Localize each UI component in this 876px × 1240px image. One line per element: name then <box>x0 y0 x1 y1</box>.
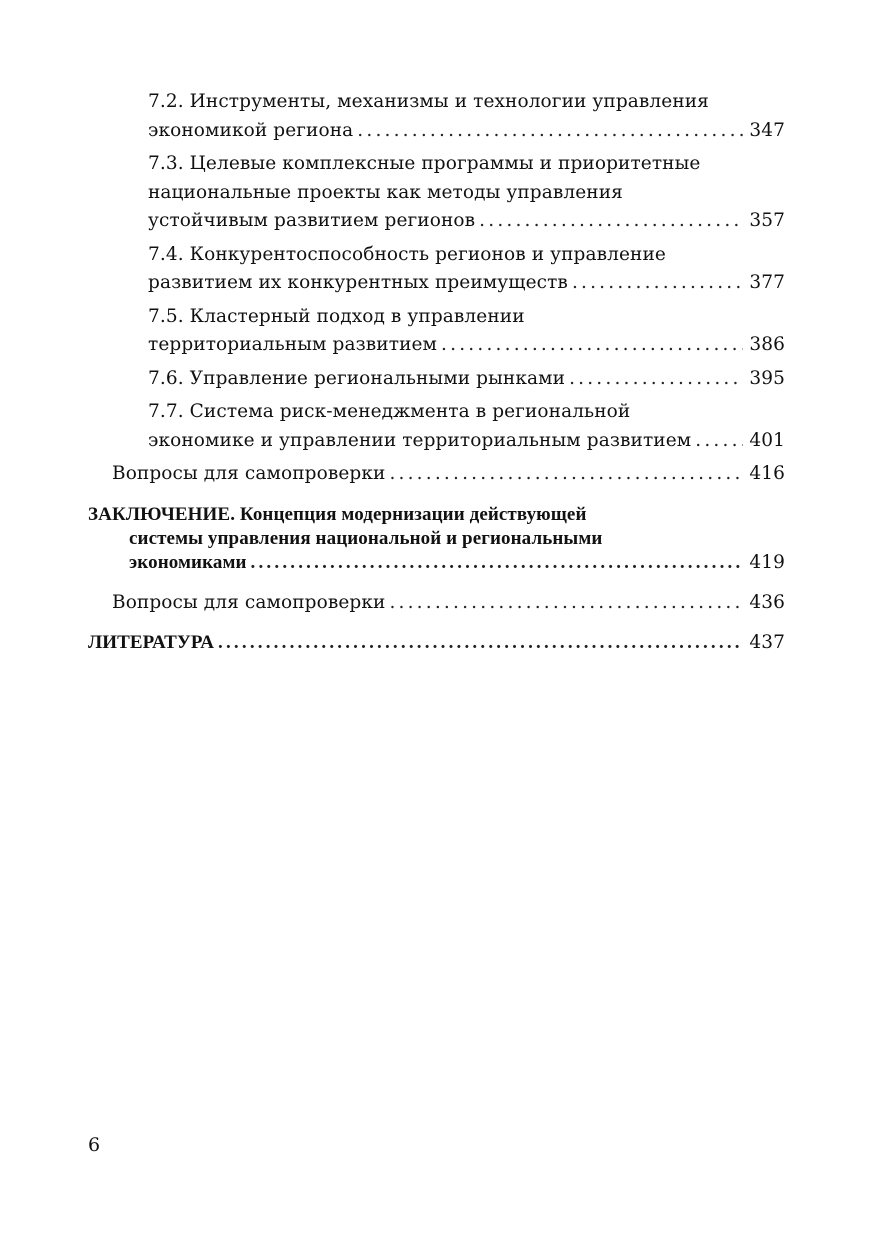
toc-entry-7-6[interactable] <box>88 365 785 394</box>
toc-page-number: 357 <box>749 210 785 231</box>
toc-entry-review-questions[interactable] <box>88 460 785 489</box>
toc-page-number: 347 <box>749 119 785 141</box>
toc-entry-heading: ЛИТЕРАТУРА <box>88 632 215 653</box>
toc-entry-7-5[interactable] <box>88 303 785 360</box>
page-number: 6 <box>88 1134 101 1156</box>
toc-entry-text: экономике и управлении территориальным развитием <box>148 429 692 451</box>
toc-entry-text: 7.6. Управление региональными рынками <box>148 367 566 389</box>
toc-entry-7-7[interactable] <box>88 398 785 455</box>
dot-leader <box>357 117 743 146</box>
toc-entry-text: 7.7. Система риск-менеджмента в региональной <box>148 401 631 422</box>
toc-entry-text: Вопросы для самопроверки <box>112 463 386 484</box>
toc-entry-text: устойчивым развитием регионов <box>148 210 476 231</box>
toc-entry-review-questions[interactable] <box>88 589 785 618</box>
toc-entry-conclusion[interactable] <box>88 503 785 575</box>
toc-entry-text: экономикой региона <box>148 119 354 141</box>
toc-entry-text: 7.4. Конкурентоспособность регионов и управление <box>148 243 666 265</box>
toc-entry-heading: ЗАКЛЮЧЕНИЕ. Концепция модернизации действующей <box>88 503 587 525</box>
dot-leader <box>218 631 743 655</box>
toc-entry-literature[interactable] <box>88 631 785 655</box>
toc-page-number: 419 <box>749 551 785 573</box>
toc-entry-text: национальные проекты как методы управления <box>148 181 623 203</box>
toc-entry-text: Вопросы для самопроверки <box>112 591 386 613</box>
toc-page-number: 416 <box>749 463 785 484</box>
dot-leader <box>695 427 743 456</box>
toc-entry-7-4[interactable] <box>88 241 785 298</box>
toc-page-number: 386 <box>749 334 785 355</box>
dot-leader <box>441 331 743 360</box>
dot-leader <box>251 551 744 575</box>
dot-leader <box>389 589 743 618</box>
table-of-contents <box>88 88 785 655</box>
toc-page-number: 437 <box>749 632 785 653</box>
toc-page-number: 401 <box>749 429 785 451</box>
toc-page-number: 395 <box>749 367 785 389</box>
dot-leader <box>479 207 743 236</box>
toc-entry-text: 7.3. Целевые комплексные программы и приоритетные <box>148 153 701 174</box>
toc-entry-7-2[interactable] <box>88 88 785 145</box>
toc-entry-text: развитием их конкурентных преимуществ <box>148 272 568 293</box>
toc-entry-text: 7.2. Инструменты, механизмы и технологии управления <box>148 91 709 112</box>
toc-page-number: 436 <box>749 591 785 613</box>
toc-entry-text: экономиками <box>129 551 247 573</box>
toc-page-number: 377 <box>749 272 785 293</box>
toc-entry-text: 7.5. Кластерный подход в управлении <box>148 305 525 327</box>
toc-entry-text: системы управления национальной и региональными <box>129 527 603 549</box>
dot-leader <box>389 460 743 489</box>
dot-leader <box>572 269 743 298</box>
dot-leader <box>569 365 743 394</box>
toc-entry-7-3[interactable] <box>88 150 785 236</box>
toc-entry-text: территориальным развитием <box>148 334 438 355</box>
